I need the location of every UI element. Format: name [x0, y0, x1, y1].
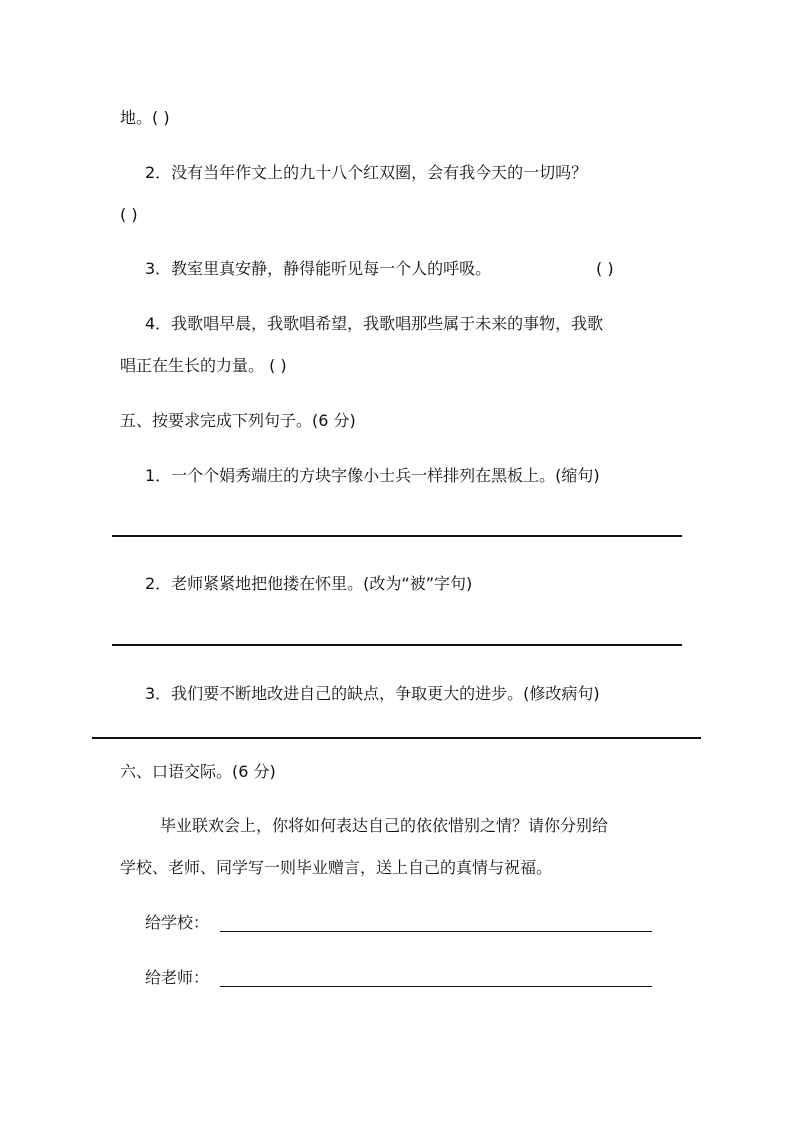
- item2-answer-paren: ( ): [120, 205, 138, 224]
- section6-prompt-line1: 毕业联欢会上，你将如何表达自己的依依惜别之情？请你分别给: [160, 816, 609, 835]
- item4-line2: 唱正在生长的力量。 ( ): [120, 356, 287, 375]
- section5-item3: 3．我们要不断地改进自己的缺点，争取更大的进步。(修改病句): [145, 684, 600, 703]
- to-school-label: 给学校：: [145, 913, 210, 932]
- item1-continuation: 地。( ): [120, 108, 170, 127]
- item3-answer-paren: ( ): [596, 259, 614, 278]
- to-teacher-input-line[interactable]: [220, 986, 652, 987]
- item2-line1: 2．没有当年作文上的九十八个红双圈，会有我今天的一切吗？: [145, 163, 588, 182]
- answer-line-1[interactable]: [112, 535, 682, 537]
- to-teacher-label: 给老师：: [145, 968, 210, 987]
- to-school-input-line[interactable]: [220, 931, 652, 932]
- section5-item2: 2．老师紧紧地把他搂在怀里。(改为“被”字句): [145, 574, 473, 593]
- item3-text: 3．教室里真安静，静得能听见每一个人的呼吸。: [145, 259, 492, 278]
- item4-line1: 4．我歌唱早晨，我歌唱希望，我歌唱那些属于未来的事物，我歌: [145, 314, 604, 333]
- section5-heading: 五、按要求完成下列句子。(6 分): [120, 411, 356, 430]
- answer-line-2[interactable]: [112, 644, 682, 646]
- section5-item1: 1．一个个娟秀端庄的方块字像小士兵一样排列在黑板上。(缩句): [145, 466, 600, 485]
- section6-heading: 六、口语交际。(6 分): [120, 762, 276, 781]
- answer-line-3[interactable]: [92, 737, 701, 739]
- section6-prompt-line2: 学校、老师、同学写一则毕业赠言，送上自己的真情与祝福。: [120, 858, 553, 877]
